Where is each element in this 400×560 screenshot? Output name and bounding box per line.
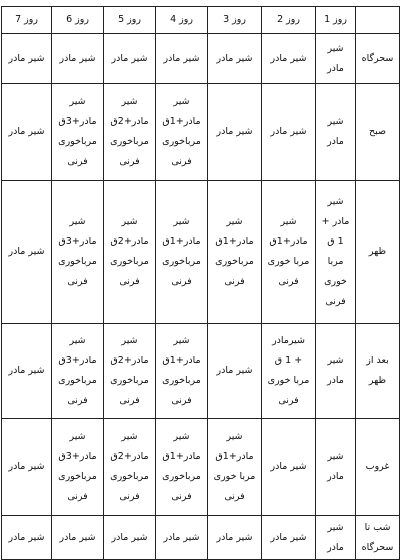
header-day-6: روز 6 [52, 7, 104, 34]
table-cell: شیر مادر+1ق مرباخوری فرنی [156, 84, 208, 181]
table-cell: شیر مادر+2ق مرباخوری فرنی [104, 419, 156, 516]
row-label-noon: ظهر [356, 181, 400, 324]
table-cell: شیر مادر [2, 181, 52, 324]
table-cell: شیر مادر+1ق مرباخوری فرنی [156, 181, 208, 324]
table-cell: شیر مادر+1ق مربا خوری فرنی [262, 181, 316, 324]
table-cell: شیر مادر [2, 419, 52, 516]
header-corner [356, 7, 400, 34]
table-cell: شیر مادر+1ق مرباخوری فرنی [156, 324, 208, 419]
feeding-schedule-table [1, 6, 400, 560]
table-cell: شیر مادر [52, 516, 104, 560]
header-row [2, 7, 400, 34]
table-cell: شیر مادر [52, 34, 104, 84]
table-cell: شیر مادر [104, 516, 156, 560]
table-cell: شیر مادر [262, 34, 316, 84]
row-label-morning: صبح [356, 84, 400, 181]
header-day-1: روز 1 [316, 7, 356, 34]
table-cell: شیر مادر [262, 84, 316, 181]
header-day-5: روز 5 [104, 7, 156, 34]
table-cell: شیر مادر [156, 34, 208, 84]
header-day-4: روز 4 [156, 7, 208, 34]
table-cell: شیر مادر [208, 516, 262, 560]
table-cell: شیر مادر [2, 516, 52, 560]
table-cell: شیر مادر+2ق مرباخوری فرنی [104, 181, 156, 324]
table-cell: شیر مادر [316, 324, 356, 419]
row-afternoon [2, 324, 400, 419]
table-cell: شیر مادر+1ق مربا خوری فرنی [208, 419, 262, 516]
table-cell: شیر مادر [208, 34, 262, 84]
row-noon [2, 181, 400, 324]
row-label-night: شب تا سحرگاه [356, 516, 400, 560]
table-cell: شیر مادر+1ق مرباخوری فرنی [156, 419, 208, 516]
row-morning [2, 84, 400, 181]
header-day-2: روز 2 [262, 7, 316, 34]
table-cell: شیر مادر [208, 324, 262, 419]
table-cell: شیر مادر [316, 84, 356, 181]
table-cell: شیر مادر [156, 516, 208, 560]
table-cell: شیر مادر [316, 419, 356, 516]
table-cell: شیر مادر [104, 34, 156, 84]
table-cell: شیر مادر+2ق مرباخوری فرنی [104, 84, 156, 181]
row-sunset [2, 419, 400, 516]
table-cell: شیر مادر [262, 419, 316, 516]
table-cell: شیر مادر+3ق مرباخوری فرنی [52, 84, 104, 181]
row-label-sunset: غروب [356, 419, 400, 516]
table-cell: شیر مادر+3ق مرباخوری فرنی [52, 324, 104, 419]
row-night [2, 516, 400, 560]
row-dawn [2, 34, 400, 84]
table-cell: شیر مادر+3ق مرباخوری فرنی [52, 419, 104, 516]
table-cell: شیر مادر [316, 516, 356, 560]
table-cell: شیرمادر + 1 ق مربا خوری فرنی [262, 324, 316, 419]
row-label-afternoon: بعد از ظهر [356, 324, 400, 419]
table-cell: شیر مادر [316, 34, 356, 84]
row-label-dawn: سحرگاه [356, 34, 400, 84]
table-cell: شیر مادر [2, 84, 52, 181]
table-cell: شیر مادر+3ق مرباخوری فرنی [52, 181, 104, 324]
table-cell: شیر مادر+2ق مرباخوری فرنی [104, 324, 156, 419]
header-day-7: روز 7 [2, 7, 52, 34]
table-cell: شیر مادر+1ق مرباخوری فرنی [208, 181, 262, 324]
table-cell: شیر مادر [208, 84, 262, 181]
header-day-3: روز 3 [208, 7, 262, 34]
table-cell: شیر مادر + 1 ق مربا خوری فرنی [316, 181, 356, 324]
table-cell: شیر مادر [262, 516, 316, 560]
table-cell: شیر مادر [2, 324, 52, 419]
table-cell: شیر مادر [2, 34, 52, 84]
